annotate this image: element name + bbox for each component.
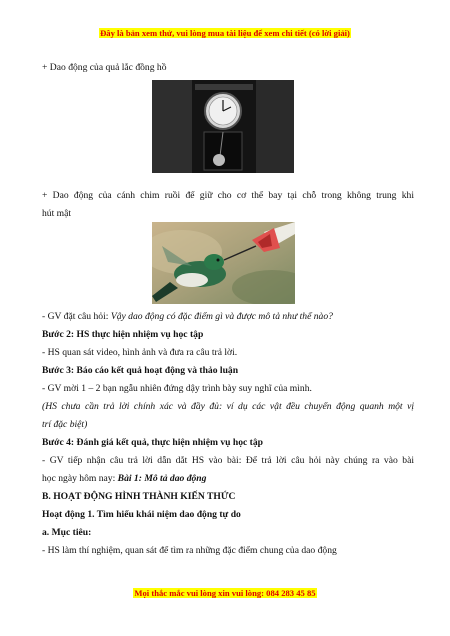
section-heading: B. HOẠT ĐỘNG HÌNH THÀNH KIẾN THỨC xyxy=(42,491,236,502)
header-notice: Đây là bản xem thử, vui lòng mua tài liệu để xem chi tiết (có lời giải) xyxy=(100,28,350,38)
text-line: (HS chưa cần trả lời chính xác và đầy đủ: ví dụ các vật đều chuyển động quanh một vị xyxy=(42,401,414,412)
step-heading: Bước 3: Báo cáo kết quả hoạt động và thảo luận xyxy=(42,365,239,376)
text-line: trí đặc biệt) xyxy=(42,419,88,430)
text-line: + Dao động của cánh chim ruồi để giữ cho cơ thể bay tại chỗ trong không trung khi xyxy=(42,190,414,201)
subheading: a. Mục tiêu: xyxy=(42,527,92,538)
text-line: - HS làm thí nghiệm, quan sát để tìm ra những đặc điểm chung của dao động xyxy=(42,545,337,556)
text-line: - HS quan sát video, hình ảnh và đưa ra câu trả lời. xyxy=(42,347,238,358)
text-line: - GV tiếp nhận câu trả lời dẫn dắt HS vào bài: Để trả lời câu hỏi này chúng ra vào bài xyxy=(42,455,414,466)
text-line: - GV mời 1 – 2 bạn ngẫu nhiên đứng dậy trình bày suy nghĩ của mình. xyxy=(42,383,312,394)
text-line: + Dao động của quả lắc đồng hồ xyxy=(42,62,167,73)
activity-heading: Hoạt động 1. Tìm hiểu khái niệm dao động tự do xyxy=(42,509,241,520)
step-heading: Bước 2: HS thực hiện nhiệm vụ học tập xyxy=(42,329,204,340)
text-line: hút mật xyxy=(42,208,72,219)
pendulum-clock-photo xyxy=(152,80,294,173)
step-heading: Bước 4: Đánh giá kết quả, thực hiện nhiệm vụ học tập xyxy=(42,437,263,448)
hummingbird-photo xyxy=(152,222,295,304)
footer-notice: Mọi thắc mắc vui lòng xin vui lòng: 084 283 45 85 xyxy=(134,588,316,598)
text-line: - GV đặt câu hỏi: Vậy dao động có đặc điểm gì và được mô tả như thế nào? xyxy=(42,311,333,322)
text-line: học ngày hôm nay: Bài 1: Mô tả dao động xyxy=(42,473,207,484)
